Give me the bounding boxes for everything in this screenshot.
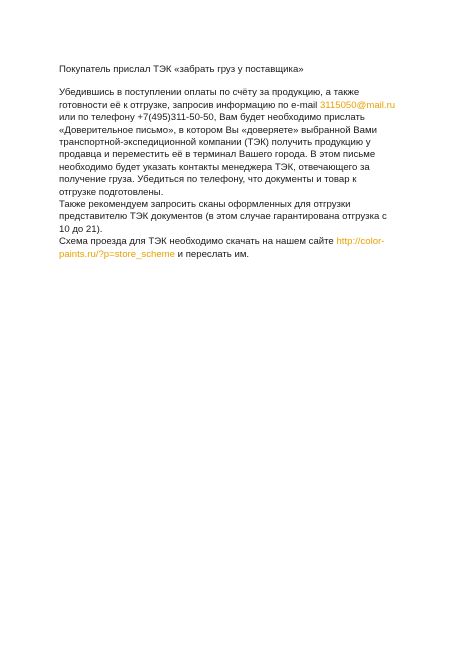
document-heading: Покупатель прислал ТЭК «забрать груз у поставщика» [59,64,304,75]
text-line-with-url [59,249,421,261]
email-link[interactable]: 3115050@mail.ru [319,99,396,111]
text-segment: Схема проезда для ТЭК необходимо скачать на нашем сайте [59,236,334,248]
text-line: Также рекомендуем запросить сканы оформленных для отгрузки [59,199,351,211]
text-line: необходимо будет указать контакты менеджера ТЭК, отвечающего за [59,161,370,173]
text-line: продавца и переместить её в терминал Вашего города. В этом письме [59,149,376,161]
instructions-paragraph [59,87,421,261]
scheme-url-link-start[interactable]: http://color- [336,236,385,248]
text-line: Убедившись в поступлении оплаты по счёту за продукцию, а также [59,87,360,99]
text-line: «Доверительное письмо», в котором Вы «доверяете» выбранной Вами [59,124,377,136]
text-line-with-url [59,236,421,248]
text-line: или по телефону +7(495)311-50-50, Вам будет необходимо прислать [59,112,365,124]
document-body [59,64,421,261]
text-segment: и переслать им. [177,248,250,260]
scheme-url-link-end[interactable]: paints.ru/?p=store_scheme [59,248,175,260]
text-segment: готовности её к отгрузке, запросив информацию по e-mail [59,99,318,111]
text-line-with-email [59,100,421,112]
text-line: получение груза. Убедиться по телефону, что документы и товар к [59,174,357,186]
text-line: 10 до 21). [59,223,103,235]
text-line: отгрузке подготовлены. [59,186,164,198]
text-line: транспортной-экспедиционной компании (ТЭК) получить продукцию у [59,137,371,149]
text-line: представителю ТЭК документов (в этом случае гарантирована отгрузка с [59,211,387,223]
